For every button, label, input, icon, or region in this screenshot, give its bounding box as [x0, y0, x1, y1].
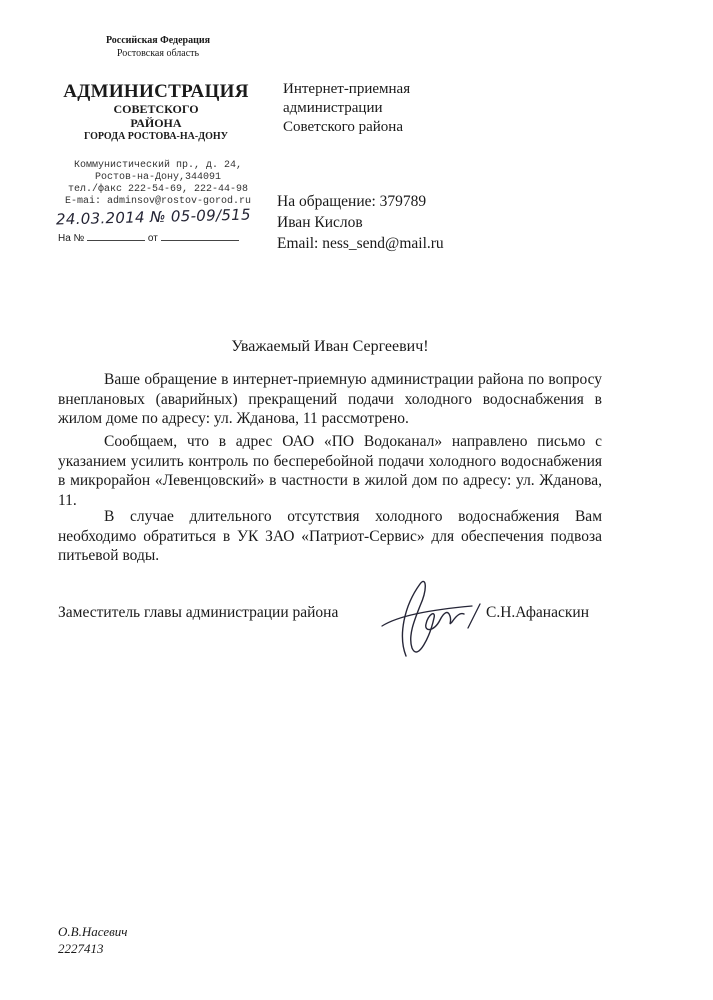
executor-block	[58, 923, 127, 957]
paragraph-1	[58, 370, 602, 429]
reference-row	[58, 233, 239, 244]
ref-date-blank	[161, 240, 239, 241]
executor-phone: 2227413	[58, 941, 104, 956]
admin-line4: ГОРОДА РОСТОВА-НА-ДОНУ	[83, 131, 228, 142]
paragraph-3	[58, 507, 602, 566]
country-label: Российская Федерация	[105, 35, 211, 46]
paragraph-2-text: Сообщаем, что в адрес ОАО «ПО Водоканал» направлено письмо с указанием усилить контроль по бесперебойной подачи холодного водоснабжения в микрорайон «Левенцовский» в частности в жилой дом по адресу: ул. Жданова, 11.	[58, 433, 602, 509]
admin-block	[50, 82, 262, 143]
handwritten-reference: 24.03.2014 № 05-09/515	[55, 205, 252, 229]
appeal-number: На обращение: 379789	[277, 193, 427, 210]
greeting: Уважаемый Иван Сергеевич!	[231, 338, 429, 355]
ref-from-label: от	[147, 233, 158, 244]
paragraph-3-text: В случае длительного отсутствия холодного водоснабжения Вам необходимо обратиться в УК ЗАО «Патриот-Сервис» для обеспечения подвоза питьевой воды.	[58, 508, 602, 564]
address-line1: Коммунистический пр., д. 24,	[73, 160, 243, 171]
admin-line3: РАЙОНА	[130, 116, 182, 130]
phone-line: тел./факс 222-54-69, 222-44-98	[67, 184, 249, 195]
handwritten-signature	[368, 566, 488, 666]
letterhead	[58, 34, 258, 60]
signatory-name: С.Н.Афанаскин	[486, 604, 589, 621]
address-line2: Ростов-на-Дону,344091	[94, 172, 222, 183]
email-line: E-mai: adminsov@rostov-gorod.ru	[64, 196, 252, 207]
executor-name: О.В.Насевич	[58, 924, 128, 939]
ref-number-label: На №	[58, 233, 85, 244]
ref-number-blank	[87, 240, 145, 241]
addressee-block	[283, 80, 410, 137]
addressee-line1: Интернет-приемная	[283, 81, 411, 97]
addressee-line3: Советского района	[283, 119, 403, 135]
signatory-position: Заместитель главы администрации района	[58, 604, 339, 621]
admin-line2: СОВЕТСКОГО	[113, 102, 199, 116]
paragraph-2	[58, 432, 602, 510]
admin-title: АДМИНИСТРАЦИЯ	[63, 81, 249, 102]
contact-block	[48, 160, 268, 208]
region-label: Ростовская область	[116, 48, 200, 59]
appeal-block	[277, 191, 444, 254]
recipient-name: Иван Кислов	[277, 214, 363, 231]
addressee-line2: администрации	[283, 100, 383, 116]
recipient-email: Email: ness_send@mail.ru	[277, 235, 444, 252]
paragraph-1-text: Ваше обращение в интернет-приемную администрации района по вопросу внеплановых (аварийных) прекращений подачи холодного водоснабжения в жилом доме по адресу: ул. Жданова, 11 рассмотрено.	[58, 371, 602, 427]
